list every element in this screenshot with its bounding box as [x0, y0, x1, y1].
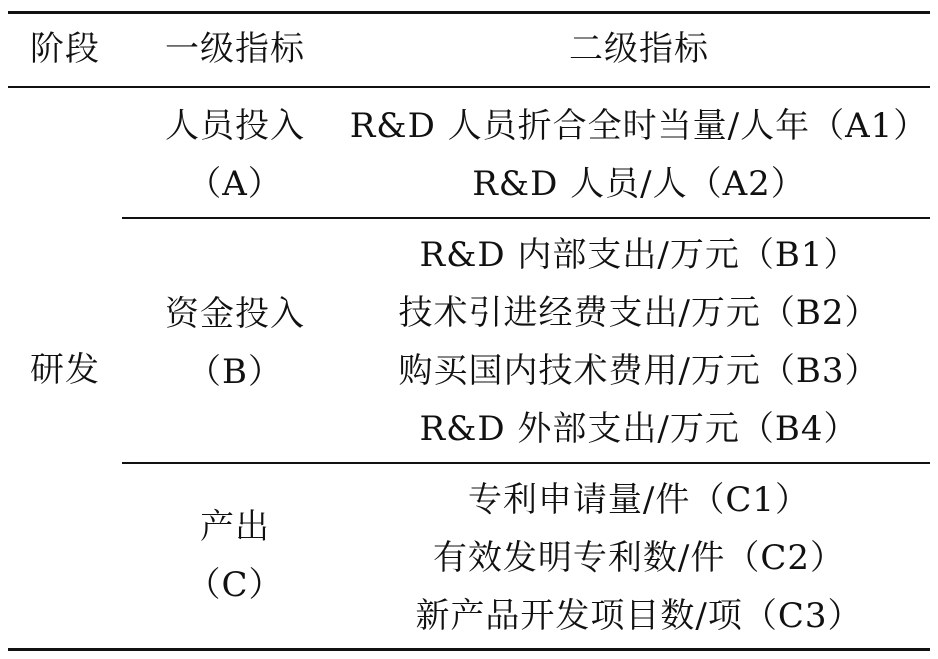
level2-item: R&D 外部支出/万元（B4）	[419, 409, 859, 449]
level2-item: R&D 人员/人（A2）	[472, 164, 806, 204]
level2-item: R&D 人员折合全时当量/人年（A1）	[349, 106, 929, 146]
header-level1: 一级指标	[165, 29, 305, 69]
table-top-rule	[8, 11, 930, 14]
level1-code: （B）	[187, 352, 283, 392]
table-header-rule	[8, 86, 930, 88]
level1-name: 资金投入	[165, 294, 305, 334]
level1-code: （C）	[186, 565, 284, 605]
level2-item: 新产品开发项目数/项（C3）	[415, 596, 863, 636]
level2-cell-b	[348, 226, 930, 458]
level1-name: 人员投入	[165, 106, 305, 146]
level2-cell-a	[348, 97, 930, 213]
level2-cell-c	[348, 471, 930, 645]
level2-item: R&D 内部支出/万元（B1）	[419, 235, 859, 275]
level1-cell-c	[122, 498, 348, 614]
group-divider-b-c	[122, 462, 930, 464]
level1-cell-a	[122, 97, 348, 213]
header-stage: 阶段	[30, 29, 100, 69]
level1-name: 产出	[200, 507, 270, 547]
table-bottom-rule	[8, 648, 930, 651]
header-level2: 二级指标	[569, 29, 709, 69]
level2-item: 技术引进经费支出/万元（B2）	[398, 293, 880, 333]
level2-item: 专利申请量/件（C1）	[467, 480, 811, 520]
level2-item: 购买国内技术费用/万元（B3）	[398, 351, 880, 391]
group-divider-a-b	[122, 217, 930, 219]
level2-item: 有效发明专利数/件（C2）	[432, 538, 846, 578]
level1-cell-b	[122, 285, 348, 401]
level1-code: （A）	[187, 164, 283, 204]
stage-cell: 研发	[30, 350, 100, 390]
